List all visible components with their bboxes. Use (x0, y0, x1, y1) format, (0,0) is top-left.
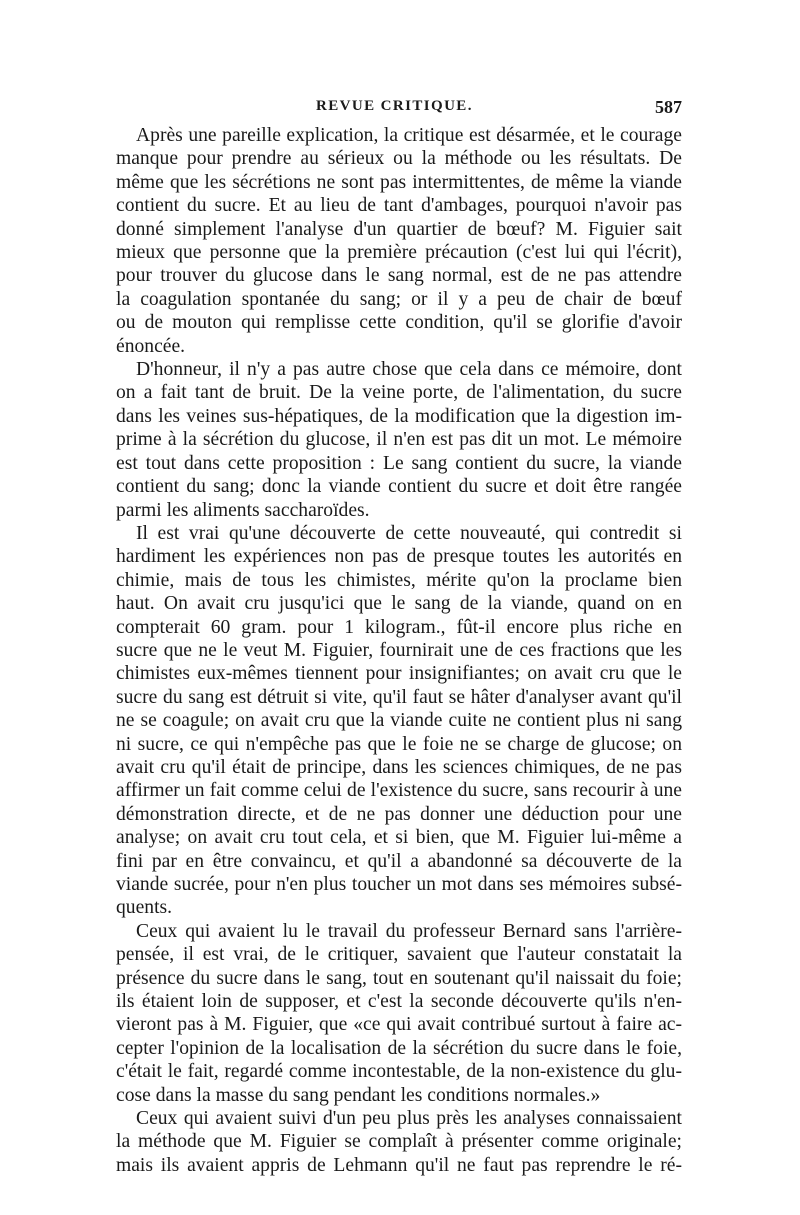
text-line: présence du sucre dans le sang, tout en soutenant qu'il naissait du foie; (116, 967, 682, 989)
text-line: ne se coagule; on avait cru que la viande cuite ne contient plus ni sang (116, 710, 682, 732)
text-line: sucre que ne le veut M. Figuier, fournirait une de ces fractions que les (116, 639, 682, 661)
text-line: chimistes eux-mêmes tiennent pour insignifiantes; on avait cru que le (116, 663, 682, 685)
text-line: on a fait tant de bruit. De la veine porte, de l'alimentation, du sucre (116, 382, 682, 404)
text-line: D'honneur, il n'y a pas autre chose que cela dans ce mémoire, dont (136, 359, 682, 381)
paragraph (116, 522, 682, 920)
text-line: ou de mouton qui remplisse cette condition, qu'il se glorifie d'avoir (116, 312, 682, 334)
text-line: analyse; on avait cru tout cela, et si bien, que M. Figuier lui-même a (116, 827, 682, 849)
running-title: REVUE CRITIQUE. (316, 98, 473, 114)
text-line: haut. On avait cru jusqu'ici que le sang de la viande, quand on en (116, 593, 682, 615)
text-line: prime à la sécrétion du glucose, il n'en est pas dit un mot. Le mémoire (116, 429, 682, 451)
paragraph (116, 124, 682, 358)
text-line: sucre du sang est détruit si vite, qu'il faut se hâter d'analyser avant qu'il (116, 686, 682, 708)
text-line: démonstration directe, et de ne pas donner une déduction pour une (116, 803, 682, 825)
text-line: pensée, il est vrai, de le critiquer, savaient que l'auteur constatait la (116, 944, 682, 966)
text-line: compterait 60 gram. pour 1 kilogram., fût-il encore plus riche en (116, 616, 682, 638)
text-line: cepter l'opinion de la localisation de la sécrétion du sucre dans le foie, (116, 1037, 682, 1059)
text-line: contient du sucre. Et au lieu de tant d'ambages, pourquoi n'avoir pas (116, 195, 682, 217)
text-line: est tout dans cette proposition : Le sang contient du sucre, la viande (116, 452, 682, 474)
text-line: la coagulation spontanée du sang; or il y a peu de chair de bœuf (116, 288, 682, 310)
text-line: fini par en être convaincu, et qu'il a abandonné sa découverte de la (116, 850, 682, 872)
text-line: pour trouver du glucose dans le sang normal, est de ne pas attendre (116, 265, 682, 287)
text-line: cose dans la masse du sang pendant les conditions normales.» (116, 1084, 601, 1106)
paragraph (116, 1107, 682, 1177)
text-line: ils étaient loin de supposer, et c'est la seconde découverte qu'ils n'en- (116, 991, 682, 1013)
paragraph (116, 920, 682, 1107)
body-text (116, 124, 682, 1177)
text-line: affirmer un fait comme celui de l'existence du sucre, sans recourir à une (116, 780, 682, 802)
text-line: même que les sécrétions ne sont pas intermittentes, de même la viande (116, 171, 682, 193)
text-line: ni sucre, ce qui n'empêche pas que le foie ne se charge de glucose; on (116, 733, 682, 755)
text-line: mieux que personne que la première précaution (c'est lui qui l'écrit), (116, 242, 682, 264)
text-line: mais ils avaient appris de Lehmann qu'il ne faut pas reprendre le ré- (116, 1154, 682, 1176)
text-line: quents. (116, 897, 173, 919)
text-line: contient du sang; donc la viande contient du sucre et doit être rangée (116, 476, 682, 498)
paragraph (116, 358, 682, 522)
text-line: Ceux qui avaient suivi d'un peu plus près les analyses connaissaient (136, 1108, 682, 1130)
text-line: parmi les aliments saccharoïdes. (116, 499, 370, 521)
text-line: énoncée. (116, 335, 186, 357)
text-line: chimie, mais de tous les chimistes, mérite qu'on la proclame bien (116, 569, 682, 591)
page-number: 587 (655, 97, 682, 117)
text-line: donné simplement l'analyse d'un quartier de bœuf? M. Figuier sait (116, 218, 682, 240)
text-line: Après une pareille explication, la critique est désarmée, et le courage (136, 125, 682, 146)
text-line: la méthode que M. Figuier se complaît à présenter comme originale; (116, 1131, 682, 1153)
text-line: hardiment les expériences non pas de presque toutes les autorités en (116, 546, 682, 568)
text-line: Il est vrai qu'une découverte de cette nouveauté, qui contredit si (136, 522, 682, 544)
text-line: viande sucrée, pour n'en plus toucher un mot dans ses mémoires subsé- (116, 874, 682, 895)
text-line: vieront pas à M. Figuier, que «ce qui avait contribué surtout à faire ac- (116, 1014, 682, 1036)
running-head (116, 98, 682, 124)
text-line: dans les veines sus-hépatiques, de la modification que la digestion im- (116, 405, 682, 427)
text-line: c'était le fait, regardé comme incontestable, de la non-existence du glu- (116, 1061, 682, 1083)
text-line: Ceux qui avaient lu le travail du professeur Bernard sans l'arrière- (136, 920, 682, 942)
text-line: avait cru qu'il était de principe, dans les sciences chimiques, de ne pas (116, 756, 682, 778)
text-line: manque pour prendre au sérieux ou la méthode ou les résultats. De (116, 148, 682, 170)
